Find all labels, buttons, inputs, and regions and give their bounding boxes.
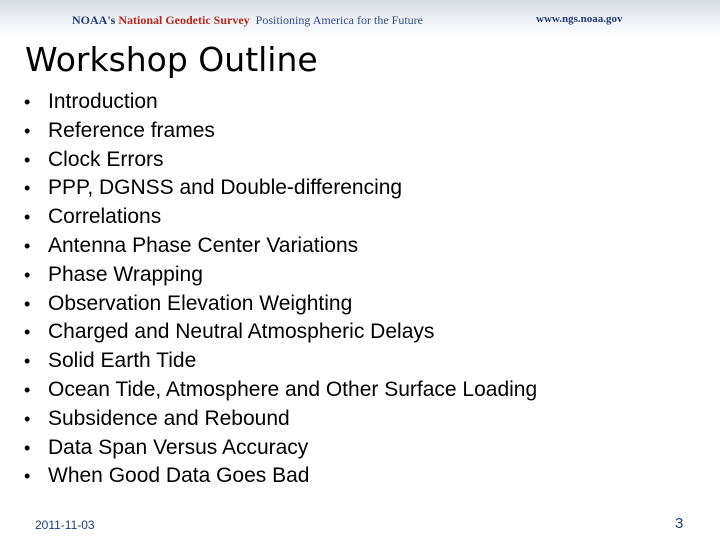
bullet-dot: • bbox=[24, 408, 31, 429]
bullet-dot: • bbox=[24, 379, 31, 400]
bullet-dot: • bbox=[24, 293, 31, 314]
bullet-dot: • bbox=[24, 322, 31, 343]
page-number: 3 bbox=[675, 515, 684, 532]
header-org: NOAA's bbox=[72, 13, 116, 27]
bullet-text: Correlations bbox=[48, 205, 162, 229]
bullet-text: Observation Elevation Weighting bbox=[48, 291, 353, 315]
header-branding bbox=[72, 13, 423, 28]
header-url: www.ngs.noaa.gov bbox=[536, 13, 623, 25]
header-banner bbox=[0, 0, 720, 38]
bullet-dot: • bbox=[24, 149, 31, 170]
bullet-text: Data Span Versus Accuracy bbox=[48, 435, 309, 459]
bullet-dot: • bbox=[24, 466, 31, 487]
bullet-text: Solid Earth Tide bbox=[48, 349, 197, 373]
bullet-dot: • bbox=[24, 437, 31, 458]
bullet-text: Reference frames bbox=[48, 118, 215, 142]
bullet-text: Phase Wrapping bbox=[48, 262, 203, 286]
bullet-dot: • bbox=[24, 351, 31, 372]
footer-date: 2011-11-03 bbox=[35, 518, 95, 532]
bullet-dot: • bbox=[24, 178, 31, 199]
header-agency: National Geodetic Survey bbox=[118, 13, 250, 27]
bullet-text: Ocean Tide, Atmosphere and Other Surface Loading bbox=[48, 377, 538, 401]
bullet-dot: • bbox=[24, 92, 31, 112]
bullet-text: PPP, DGNSS and Double-differencing bbox=[48, 176, 403, 200]
bullet-text: Charged and Neutral Atmospheric Delays bbox=[48, 320, 435, 344]
bullet-dot: • bbox=[24, 264, 31, 285]
header-tagline: Positioning America for the Future bbox=[255, 13, 423, 27]
bullet-text: When Good Data Goes Bad bbox=[48, 464, 310, 488]
bullet-text: Subsidence and Rebound bbox=[48, 406, 290, 430]
bullet-text: Clock Errors bbox=[48, 147, 164, 171]
bullet-text: Introduction bbox=[48, 90, 158, 113]
bullet-dot: • bbox=[24, 120, 31, 141]
bullet-dot: • bbox=[24, 235, 31, 256]
bullet-text: Antenna Phase Center Variations bbox=[48, 233, 359, 257]
bullet-dot: • bbox=[24, 207, 31, 228]
slide-title: Workshop Outline bbox=[25, 40, 318, 79]
